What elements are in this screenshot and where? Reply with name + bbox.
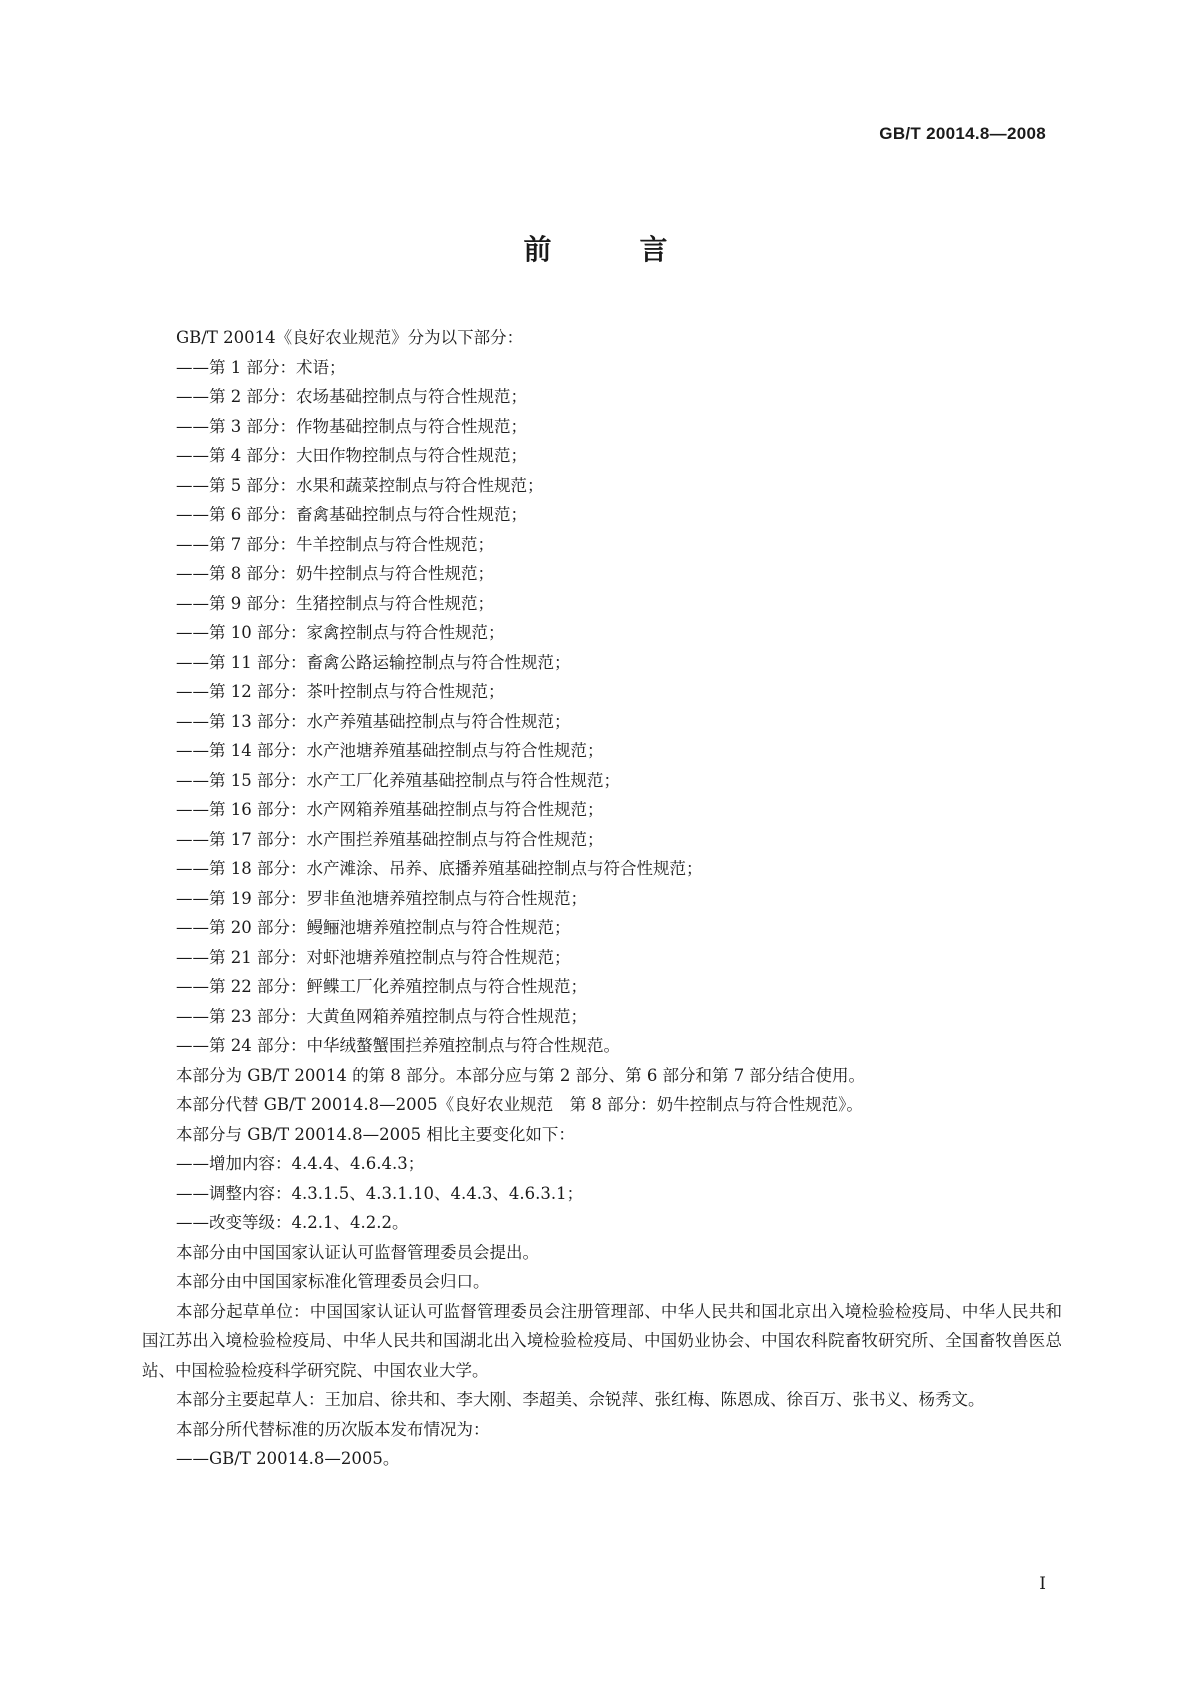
page-title: 前 言 [523, 233, 698, 266]
list-item: ——第 13 部分：水产养殖基础控制点与符合性规范； [176, 711, 571, 731]
history-item: ——GB/T 20014.8—2005。 [176, 1449, 400, 1468]
list-item: ——第 14 部分：水产池塘养殖基础控制点与符合性规范； [176, 741, 604, 760]
list-item: ——第 18 部分：水产滩涂、吊养、底播养殖基础控制点与符合性规范； [176, 859, 703, 878]
list-item: ——第 24 部分：中华绒螯蟹围拦养殖控制点与符合性规范。 [176, 1036, 620, 1055]
managed-by-statement: 本部分由中国国家标准化管理委员会归口。 [176, 1272, 490, 1291]
drafters-paragraph: 本部分主要起草人：王加启、徐共和、李大刚、李超美、佘锐萍、张红梅、陈恩成、徐百万、张书义、杨秀文。 [176, 1390, 985, 1409]
list-item: ——第 23 部分：大黄鱼网箱养殖控制点与符合性规范； [176, 1006, 587, 1026]
list-item: ——第 10 部分：家禽控制点与符合性规范； [176, 623, 505, 642]
list-item: ——第 19 部分：罗非鱼池塘养殖控制点与符合性规范； [176, 888, 587, 908]
list-item: ——第 21 部分：对虾池塘养殖控制点与符合性规范； [176, 947, 571, 967]
proposed-by-statement: 本部分由中国国家认证认可监督管理委员会提出。 [176, 1242, 539, 1262]
list-item: ——第 11 部分：畜禽公路运输控制点与符合性规范； [176, 652, 571, 672]
changes-list [142, 1149, 1062, 1238]
list-item: ——第 20 部分：鳗鲡池塘养殖控制点与符合性规范； [176, 918, 571, 937]
list-item: ——第 12 部分：茶叶控制点与符合性规范； [176, 682, 505, 701]
list-item: ——第 7 部分：牛羊控制点与符合性规范； [176, 534, 494, 554]
part-of-statement: 本部分为 GB/T 20014 的第 8 部分。本部分应与第 2 部分、第 6 部分和第 7 部分结合使用。 [176, 1065, 866, 1085]
replaces-statement: 本部分代替 GB/T 20014.8—2005《良好农业规范 第 8 部分：奶牛控制点与符合性规范》。 [176, 1095, 863, 1114]
list-item: ——第 6 部分：畜禽基础控制点与符合性规范； [176, 505, 527, 524]
parts-list [142, 353, 1062, 1061]
list-item: ——第 1 部分：术语； [176, 357, 346, 377]
list-item: ——第 22 部分：鲆鲽工厂化养殖控制点与符合性规范； [176, 977, 587, 996]
list-item: ——调整内容：4.3.1.5、4.3.1.10、4.4.3、4.6.3.1； [176, 1183, 584, 1203]
intro-line: GB/T 20014《良好农业规范》分为以下部分： [176, 328, 524, 347]
page-number: I [1039, 1574, 1046, 1594]
history-intro: 本部分所代替标准的历次版本发布情况为： [176, 1419, 490, 1439]
list-item: ——第 2 部分：农场基础控制点与符合性规范； [176, 387, 527, 406]
drafting-units-paragraph: 本部分起草单位：中国国家认证认可监督管理委员会注册管理部、中华人民共和国北京出入境检验检疫局、中华人民共和国江苏出入境检验检疫局、中华人民共和国湖北出入境检验检疫局、中国奶业协会、中国农科院畜牧研究所、全国畜牧兽医总站、中国检验检疫科学研究院、中国农业大学。 [142, 1301, 1062, 1380]
list-item: ——第 3 部分：作物基础控制点与符合性规范； [176, 416, 527, 436]
list-item: ——第 4 部分：大田作物控制点与符合性规范； [176, 446, 527, 465]
list-item: ——改变等级：4.2.1、4.2.2。 [176, 1213, 409, 1232]
changes-intro: 本部分与 GB/T 20014.8—2005 相比主要变化如下： [176, 1124, 575, 1144]
list-item: ——增加内容：4.4.4、4.6.4.3； [176, 1154, 425, 1173]
standard-code: GB/T 20014.8—2008 [879, 124, 1046, 143]
list-item: ——第 9 部分：生猪控制点与符合性规范； [176, 593, 494, 613]
list-item: ——第 8 部分：奶牛控制点与符合性规范； [176, 564, 494, 583]
foreword-body [142, 323, 1062, 1474]
list-item: ——第 5 部分：水果和蔬菜控制点与符合性规范； [176, 475, 544, 495]
list-item: ——第 17 部分：水产围拦养殖基础控制点与符合性规范； [176, 829, 604, 849]
list-item: ——第 16 部分：水产网箱养殖基础控制点与符合性规范； [176, 800, 604, 819]
list-item: ——第 15 部分：水产工厂化养殖基础控制点与符合性规范； [176, 770, 620, 790]
